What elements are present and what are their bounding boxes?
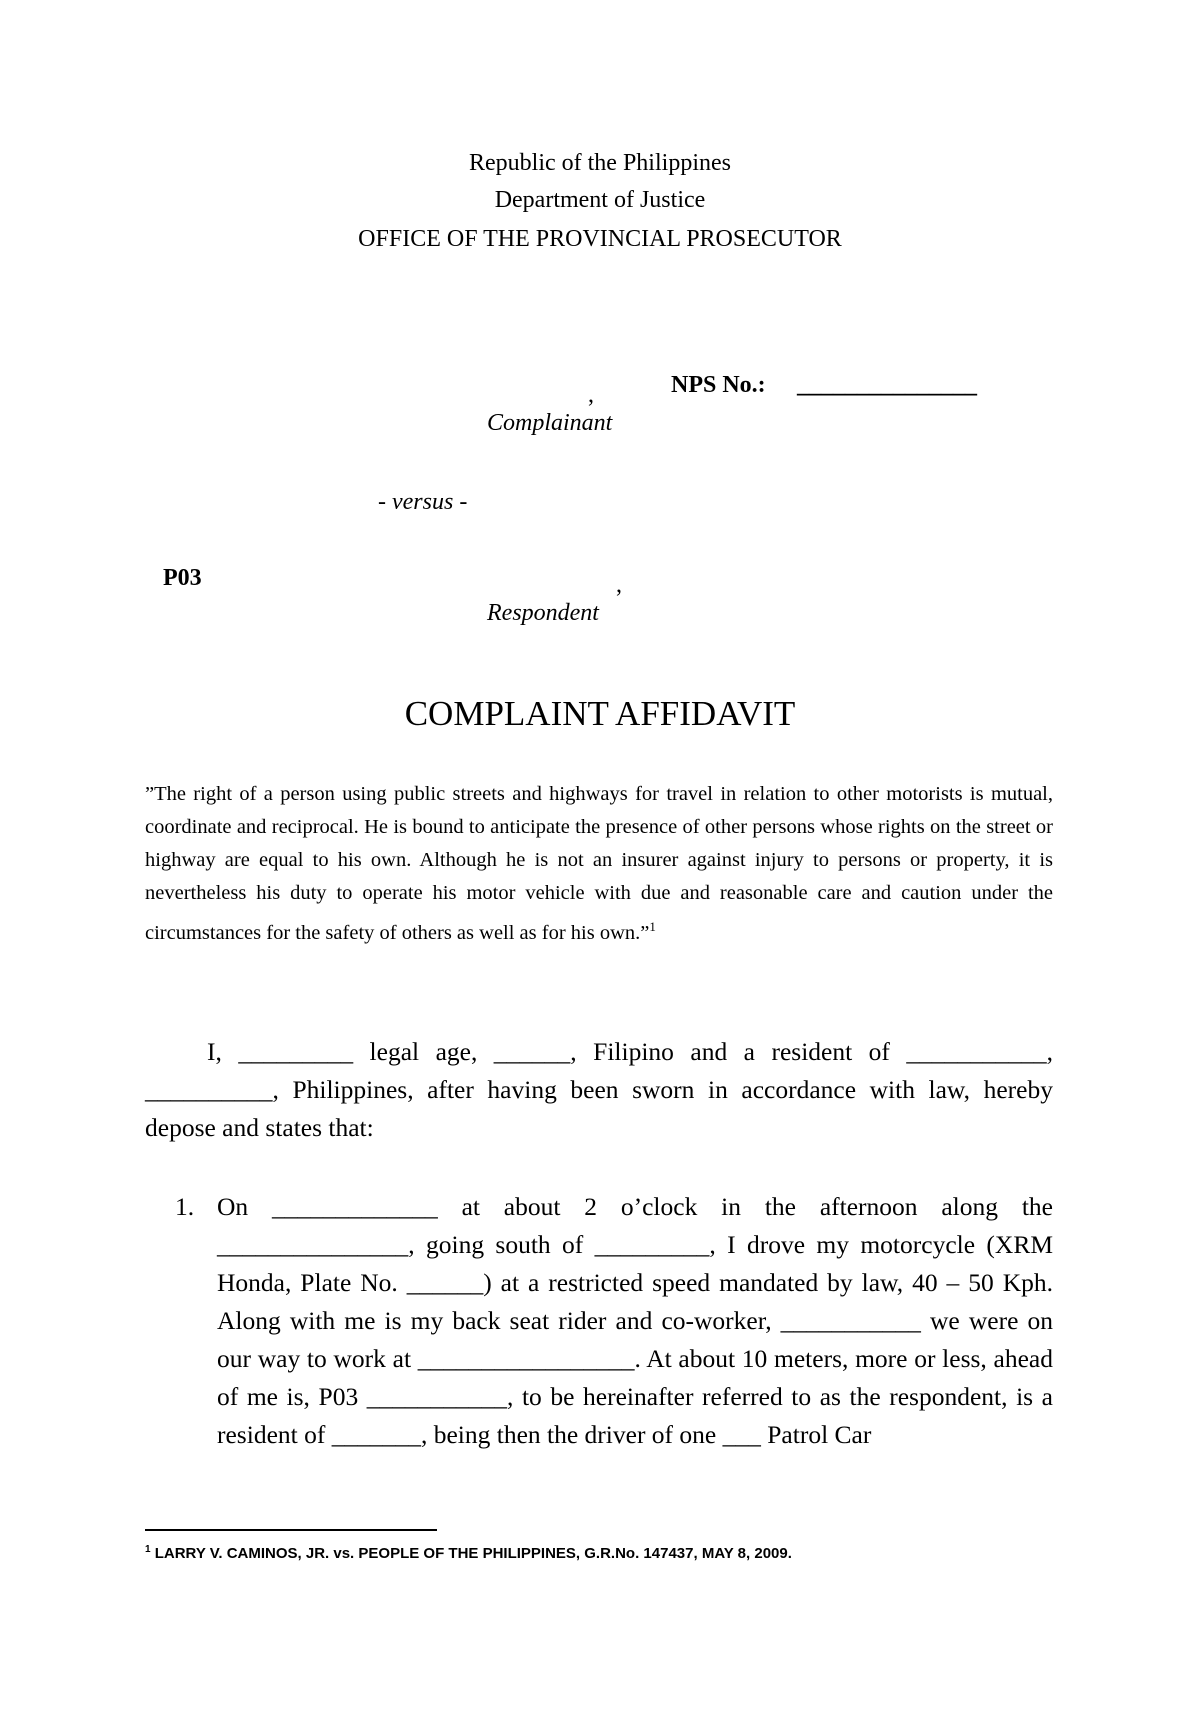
footnote-text: LARRY V. CAMINOS, JR. vs. PEOPLE OF THE PHILIPPINES, G.R.No. 147437, MAY 8, 2009. bbox=[150, 1545, 792, 1562]
complainant-label: Complainant bbox=[487, 410, 613, 436]
list-item: On _____________ at about 2 o’clock in the afternoon along the _______________, going south of _________, I drove my motorcycle (XRM Honda, Plate No. ______) at a restricted speed mandated by law, 40 – 50 Kph. Along with me is my back seat rider and co-worker, ___________ we were on our way to work at _________________. At about 10 meters, more or less, ahead of me is, P03 ___________, to be hereinafter referred to as the respondent, is a resident of _______, being then the driver of one ___ Patrol Car bbox=[217, 1192, 1053, 1449]
quote-paragraph bbox=[145, 778, 1053, 950]
footnote-divider bbox=[145, 1529, 437, 1531]
respondent-prefix: P03 bbox=[163, 565, 202, 591]
nps-label: NPS No.: bbox=[671, 372, 766, 398]
intro-paragraph: I, _________ legal age, ______, Filipino and a resident of ___________, __________, Philippines, after having been sworn in accordance with law, hereby depose and states that: bbox=[145, 1037, 1053, 1142]
nps-number-blank: _______________ bbox=[797, 372, 977, 398]
header-republic: Republic of the Philippines bbox=[469, 150, 731, 176]
footnote-ref: 1 bbox=[649, 919, 656, 934]
respondent-comma: , bbox=[616, 572, 622, 598]
footnote bbox=[145, 1544, 792, 1562]
header-office: OFFICE OF THE PROVINCIAL PROSECUTOR bbox=[358, 226, 842, 252]
footnote-number: 1 bbox=[145, 1544, 151, 1555]
document-title: COMPLAINT AFFIDAVIT bbox=[404, 694, 796, 733]
complainant-comma: , bbox=[588, 382, 594, 408]
respondent-label: Respondent bbox=[487, 600, 599, 626]
item-number: 1. bbox=[175, 1192, 195, 1221]
header-department: Department of Justice bbox=[494, 187, 706, 213]
quote-text: ”The right of a person using public streets and highways for travel in relation to other motorists is mutual, coordinate and reciprocal. He is bound to anticipate the presence of other persons whose rights on the street or highway are equal to his own. Although he is not an insurer against injury to persons or property, it is nevertheless his duty to operate his motor vehicle with due and reasonable care and caution under the circumstances for the safety of others as well as for his own.” bbox=[145, 783, 1053, 944]
versus-label: - versus - bbox=[378, 489, 468, 515]
